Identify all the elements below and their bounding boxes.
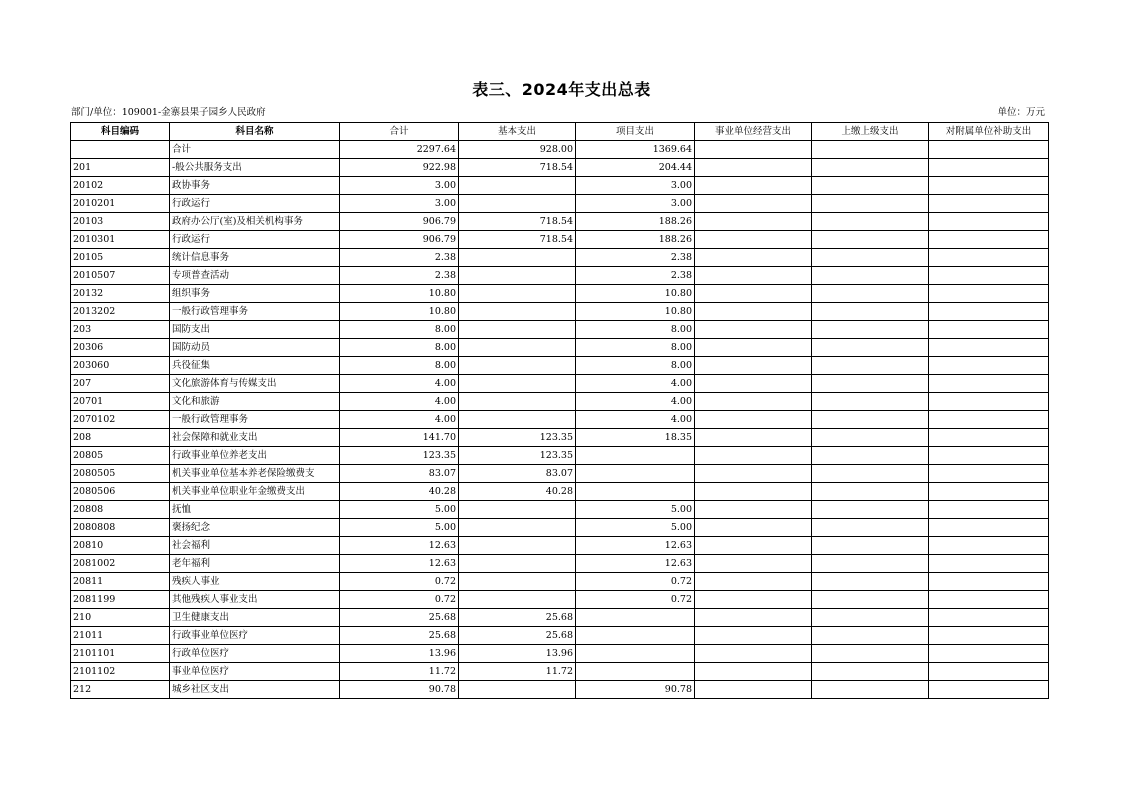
cell-upper: [812, 141, 929, 159]
cell-upper: [812, 195, 929, 213]
cell-subsidy: [929, 465, 1049, 483]
column-header-basic: 基本支出: [459, 123, 576, 141]
column-header-business: 事业单位经营支出: [695, 123, 812, 141]
cell-code: 2010507: [71, 267, 170, 285]
cell-project: [576, 663, 695, 681]
cell-total: 8.00: [340, 357, 459, 375]
cell-basic: 40.28: [459, 483, 576, 501]
cell-name: 行政事业单位医疗: [170, 627, 340, 645]
cell-basic: [459, 411, 576, 429]
table-row: [71, 591, 1049, 609]
cell-upper: [812, 159, 929, 177]
table-row: [71, 609, 1049, 627]
cell-total: 2.38: [340, 267, 459, 285]
table-row: [71, 393, 1049, 411]
cell-project: [576, 645, 695, 663]
cell-total: 3.00: [340, 177, 459, 195]
cell-basic: [459, 681, 576, 699]
cell-business: [695, 519, 812, 537]
cell-basic: 718.54: [459, 213, 576, 231]
cell-code: 212: [71, 681, 170, 699]
cell-business: [695, 609, 812, 627]
table-row: [71, 465, 1049, 483]
cell-total: 906.79: [340, 213, 459, 231]
cell-code: 210: [71, 609, 170, 627]
cell-business: [695, 303, 812, 321]
cell-name: 兵役征集: [170, 357, 340, 375]
cell-project: 8.00: [576, 339, 695, 357]
cell-code: 2101101: [71, 645, 170, 663]
cell-name: 组织事务: [170, 285, 340, 303]
cell-business: [695, 645, 812, 663]
cell-upper: [812, 339, 929, 357]
cell-upper: [812, 231, 929, 249]
table-row: [71, 159, 1049, 177]
cell-code: 20306: [71, 339, 170, 357]
cell-code: 21011: [71, 627, 170, 645]
cell-project: [576, 465, 695, 483]
cell-name: 统计信息事务: [170, 249, 340, 267]
cell-basic: [459, 339, 576, 357]
cell-name: 合计: [170, 141, 340, 159]
cell-subsidy: [929, 213, 1049, 231]
cell-subsidy: [929, 591, 1049, 609]
cell-upper: [812, 465, 929, 483]
cell-basic: [459, 375, 576, 393]
cell-project: 0.72: [576, 591, 695, 609]
cell-total: 83.07: [340, 465, 459, 483]
unit-label: 单位：万元: [997, 107, 1045, 118]
cell-code: 207: [71, 375, 170, 393]
cell-upper: [812, 573, 929, 591]
cell-name: 其他残疾人事业支出: [170, 591, 340, 609]
cell-name: 卫生健康支出: [170, 609, 340, 627]
cell-name: 机关事业单位职业年金缴费支出: [170, 483, 340, 501]
cell-code: 203060: [71, 357, 170, 375]
table-body: [71, 141, 1049, 699]
cell-total: 13.96: [340, 645, 459, 663]
cell-subsidy: [929, 627, 1049, 645]
cell-upper: [812, 501, 929, 519]
cell-subsidy: [929, 429, 1049, 447]
table-row: [71, 303, 1049, 321]
cell-basic: 718.54: [459, 159, 576, 177]
cell-project: [576, 609, 695, 627]
cell-business: [695, 267, 812, 285]
cell-name: 城乡社区支出: [170, 681, 340, 699]
cell-business: [695, 465, 812, 483]
cell-basic: [459, 177, 576, 195]
cell-project: 4.00: [576, 375, 695, 393]
cell-project: 18.35: [576, 429, 695, 447]
cell-business: [695, 357, 812, 375]
cell-subsidy: [929, 447, 1049, 465]
column-header-code: 科目编码: [71, 123, 170, 141]
table-header-row: [71, 123, 1049, 141]
cell-upper: [812, 411, 929, 429]
cell-code: 20810: [71, 537, 170, 555]
cell-project: [576, 483, 695, 501]
cell-name: 老年福利: [170, 555, 340, 573]
cell-subsidy: [929, 159, 1049, 177]
cell-business: [695, 177, 812, 195]
cell-project: 3.00: [576, 177, 695, 195]
cell-subsidy: [929, 339, 1049, 357]
cell-business: [695, 195, 812, 213]
cell-name: 社会福利: [170, 537, 340, 555]
cell-project: 8.00: [576, 321, 695, 339]
cell-total: 4.00: [340, 375, 459, 393]
cell-basic: [459, 537, 576, 555]
cell-code: 2101102: [71, 663, 170, 681]
cell-subsidy: [929, 645, 1049, 663]
cell-subsidy: [929, 177, 1049, 195]
cell-subsidy: [929, 537, 1049, 555]
cell-subsidy: [929, 231, 1049, 249]
cell-upper: [812, 429, 929, 447]
cell-total: 90.78: [340, 681, 459, 699]
cell-total: 25.68: [340, 627, 459, 645]
cell-basic: [459, 285, 576, 303]
cell-business: [695, 339, 812, 357]
cell-subsidy: [929, 303, 1049, 321]
cell-business: [695, 483, 812, 501]
cell-basic: 13.96: [459, 645, 576, 663]
cell-project: 90.78: [576, 681, 695, 699]
cell-code: 2080808: [71, 519, 170, 537]
cell-name: 行政运行: [170, 195, 340, 213]
cell-code: 2010301: [71, 231, 170, 249]
cell-project: 10.80: [576, 285, 695, 303]
cell-upper: [812, 627, 929, 645]
cell-subsidy: [929, 573, 1049, 591]
table-row: [71, 681, 1049, 699]
cell-code: [71, 141, 170, 159]
cell-business: [695, 411, 812, 429]
table-row: [71, 195, 1049, 213]
cell-business: [695, 537, 812, 555]
cell-upper: [812, 447, 929, 465]
cell-basic: [459, 555, 576, 573]
cell-subsidy: [929, 519, 1049, 537]
cell-upper: [812, 249, 929, 267]
cell-code: 20132: [71, 285, 170, 303]
cell-upper: [812, 213, 929, 231]
cell-name: 褒扬纪念: [170, 519, 340, 537]
cell-total: 25.68: [340, 609, 459, 627]
table-row: [71, 249, 1049, 267]
cell-project: 4.00: [576, 393, 695, 411]
cell-basic: [459, 321, 576, 339]
cell-total: 0.72: [340, 573, 459, 591]
cell-business: [695, 285, 812, 303]
cell-project: 10.80: [576, 303, 695, 321]
cell-subsidy: [929, 483, 1049, 501]
cell-business: [695, 573, 812, 591]
cell-code: 2013202: [71, 303, 170, 321]
column-header-upper: 上缴上级支出: [812, 123, 929, 141]
cell-name: 残疾人事业: [170, 573, 340, 591]
cell-total: 4.00: [340, 411, 459, 429]
cell-basic: [459, 573, 576, 591]
cell-code: 20811: [71, 573, 170, 591]
cell-project: 5.00: [576, 519, 695, 537]
column-header-total: 合计: [340, 123, 459, 141]
cell-basic: 83.07: [459, 465, 576, 483]
cell-total: 922.98: [340, 159, 459, 177]
cell-basic: 928.00: [459, 141, 576, 159]
expenditure-table: [70, 122, 1049, 699]
cell-name: 一般行政管理事务: [170, 411, 340, 429]
cell-upper: [812, 591, 929, 609]
cell-total: 11.72: [340, 663, 459, 681]
cell-code: 2070102: [71, 411, 170, 429]
cell-upper: [812, 537, 929, 555]
cell-project: [576, 627, 695, 645]
cell-name: 行政事业单位养老支出: [170, 447, 340, 465]
table-row: [71, 429, 1049, 447]
cell-business: [695, 627, 812, 645]
cell-total: 906.79: [340, 231, 459, 249]
cell-business: [695, 447, 812, 465]
cell-subsidy: [929, 141, 1049, 159]
cell-code: 203: [71, 321, 170, 339]
cell-code: 2080505: [71, 465, 170, 483]
table-row: [71, 483, 1049, 501]
cell-basic: [459, 591, 576, 609]
cell-subsidy: [929, 357, 1049, 375]
cell-code: 201: [71, 159, 170, 177]
table-row: [71, 645, 1049, 663]
cell-subsidy: [929, 195, 1049, 213]
cell-code: 20102: [71, 177, 170, 195]
cell-subsidy: [929, 249, 1049, 267]
cell-subsidy: [929, 663, 1049, 681]
cell-project: 2.38: [576, 267, 695, 285]
cell-upper: [812, 321, 929, 339]
table-row: [71, 357, 1049, 375]
cell-total: 10.80: [340, 303, 459, 321]
cell-upper: [812, 303, 929, 321]
cell-total: 10.80: [340, 285, 459, 303]
cell-business: [695, 501, 812, 519]
cell-business: [695, 159, 812, 177]
cell-business: [695, 141, 812, 159]
cell-subsidy: [929, 267, 1049, 285]
table-row: [71, 447, 1049, 465]
cell-name: -般公共服务支出: [170, 159, 340, 177]
cell-subsidy: [929, 609, 1049, 627]
cell-basic: 25.68: [459, 627, 576, 645]
column-header-name: 科目名称: [170, 123, 340, 141]
cell-business: [695, 393, 812, 411]
cell-basic: [459, 195, 576, 213]
cell-project: 188.26: [576, 231, 695, 249]
cell-business: [695, 321, 812, 339]
cell-upper: [812, 357, 929, 375]
cell-basic: 25.68: [459, 609, 576, 627]
cell-basic: [459, 249, 576, 267]
cell-code: 2081002: [71, 555, 170, 573]
table-row: [71, 231, 1049, 249]
cell-code: 20805: [71, 447, 170, 465]
cell-project: 204.44: [576, 159, 695, 177]
cell-project: 12.63: [576, 555, 695, 573]
cell-upper: [812, 609, 929, 627]
cell-total: 2297.64: [340, 141, 459, 159]
cell-upper: [812, 645, 929, 663]
cell-project: 2.38: [576, 249, 695, 267]
column-header-subsidy: 对附属单位补助支出: [929, 123, 1049, 141]
table-row: [71, 663, 1049, 681]
cell-code: 2080506: [71, 483, 170, 501]
cell-business: [695, 249, 812, 267]
cell-code: 2010201: [71, 195, 170, 213]
cell-upper: [812, 519, 929, 537]
cell-upper: [812, 177, 929, 195]
cell-basic: [459, 393, 576, 411]
table-row: [71, 177, 1049, 195]
cell-upper: [812, 681, 929, 699]
column-header-project: 项目支出: [576, 123, 695, 141]
cell-name: 一般行政管理事务: [170, 303, 340, 321]
cell-upper: [812, 483, 929, 501]
table-row: [71, 411, 1049, 429]
table-row: [71, 537, 1049, 555]
cell-code: 20103: [71, 213, 170, 231]
cell-business: [695, 591, 812, 609]
cell-total: 141.70: [340, 429, 459, 447]
table-row: [71, 573, 1049, 591]
cell-name: 事业单位医疗: [170, 663, 340, 681]
cell-basic: 11.72: [459, 663, 576, 681]
cell-upper: [812, 555, 929, 573]
cell-upper: [812, 267, 929, 285]
cell-total: 8.00: [340, 339, 459, 357]
cell-project: 188.26: [576, 213, 695, 231]
cell-name: 国防支出: [170, 321, 340, 339]
cell-name: 国防动员: [170, 339, 340, 357]
cell-upper: [812, 285, 929, 303]
cell-project: 0.72: [576, 573, 695, 591]
cell-project: 5.00: [576, 501, 695, 519]
table-row: [71, 555, 1049, 573]
table-row: [71, 321, 1049, 339]
cell-subsidy: [929, 681, 1049, 699]
cell-business: [695, 213, 812, 231]
table-row: [71, 267, 1049, 285]
table-row: [71, 339, 1049, 357]
cell-basic: 123.35: [459, 429, 576, 447]
cell-basic: [459, 519, 576, 537]
cell-business: [695, 663, 812, 681]
cell-total: 5.00: [340, 501, 459, 519]
cell-business: [695, 555, 812, 573]
cell-business: [695, 429, 812, 447]
cell-upper: [812, 393, 929, 411]
cell-total: 8.00: [340, 321, 459, 339]
department-label: 部门/单位：109001-金寨县果子园乡人民政府: [71, 107, 266, 118]
cell-subsidy: [929, 501, 1049, 519]
cell-business: [695, 231, 812, 249]
cell-code: 208: [71, 429, 170, 447]
cell-total: 2.38: [340, 249, 459, 267]
cell-project: 4.00: [576, 411, 695, 429]
cell-basic: [459, 501, 576, 519]
report-title: 表三、2024年支出总表: [472, 80, 651, 99]
cell-name: 专项普查活动: [170, 267, 340, 285]
cell-subsidy: [929, 285, 1049, 303]
cell-code: 20701: [71, 393, 170, 411]
cell-name: 机关事业单位基本养老保险缴费支: [170, 465, 340, 483]
cell-subsidy: [929, 411, 1049, 429]
cell-total: 4.00: [340, 393, 459, 411]
cell-basic: 718.54: [459, 231, 576, 249]
cell-basic: [459, 357, 576, 375]
cell-subsidy: [929, 375, 1049, 393]
cell-project: [576, 447, 695, 465]
cell-upper: [812, 375, 929, 393]
cell-subsidy: [929, 321, 1049, 339]
cell-code: 20808: [71, 501, 170, 519]
cell-total: 0.72: [340, 591, 459, 609]
cell-basic: 123.35: [459, 447, 576, 465]
cell-project: 8.00: [576, 357, 695, 375]
cell-name: 政协事务: [170, 177, 340, 195]
cell-basic: [459, 267, 576, 285]
cell-project: 3.00: [576, 195, 695, 213]
table-row: [71, 501, 1049, 519]
cell-project: 12.63: [576, 537, 695, 555]
cell-code: 2081199: [71, 591, 170, 609]
cell-name: 政府办公厅(室)及相关机构事务: [170, 213, 340, 231]
cell-basic: [459, 303, 576, 321]
cell-business: [695, 375, 812, 393]
cell-subsidy: [929, 555, 1049, 573]
cell-subsidy: [929, 393, 1049, 411]
cell-name: 文化和旅游: [170, 393, 340, 411]
cell-project: 1369.64: [576, 141, 695, 159]
cell-total: 3.00: [340, 195, 459, 213]
cell-name: 文化旅游体育与传媒支出: [170, 375, 340, 393]
cell-code: 20105: [71, 249, 170, 267]
table-row: [71, 141, 1049, 159]
cell-total: 40.28: [340, 483, 459, 501]
cell-total: 5.00: [340, 519, 459, 537]
cell-total: 12.63: [340, 537, 459, 555]
cell-name: 社会保障和就业支出: [170, 429, 340, 447]
cell-business: [695, 681, 812, 699]
cell-name: 行政运行: [170, 231, 340, 249]
cell-name: 抚恤: [170, 501, 340, 519]
table-row: [71, 519, 1049, 537]
table-row: [71, 627, 1049, 645]
cell-name: 行政单位医疗: [170, 645, 340, 663]
cell-total: 123.35: [340, 447, 459, 465]
cell-upper: [812, 663, 929, 681]
table-row: [71, 375, 1049, 393]
table-row: [71, 285, 1049, 303]
cell-total: 12.63: [340, 555, 459, 573]
table-row: [71, 213, 1049, 231]
